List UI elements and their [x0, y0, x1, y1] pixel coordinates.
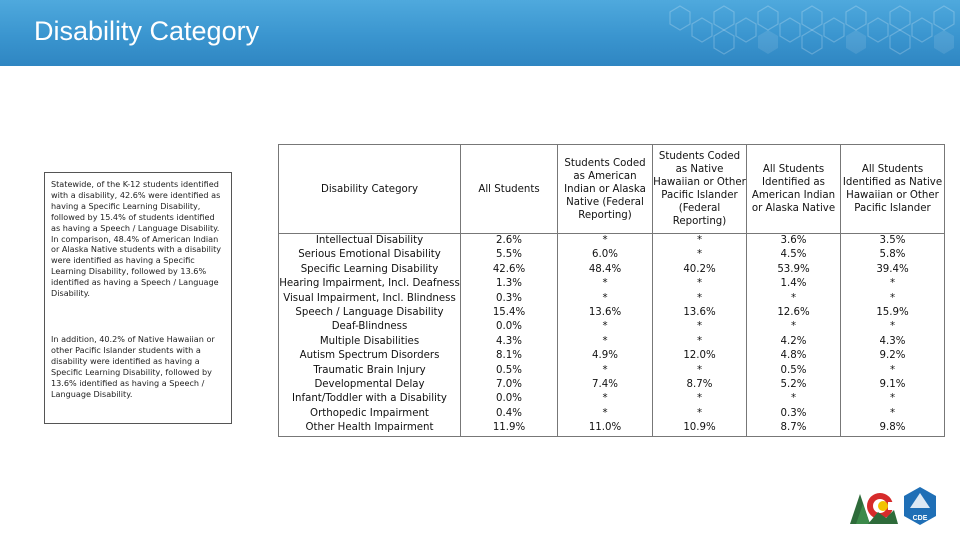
- table-cell: 0.0%: [461, 392, 558, 406]
- table-cell: 9.2%: [841, 349, 945, 363]
- table-cell: Multiple Disabilities: [279, 335, 461, 349]
- table-header-row: [279, 145, 945, 234]
- table-cell: *: [558, 234, 653, 249]
- table-cell: 7.0%: [461, 378, 558, 392]
- colorado-state-logo-icon: [850, 493, 898, 524]
- page-title: Disability Category: [34, 16, 260, 46]
- table-cell: 5.2%: [747, 378, 841, 392]
- table-cell: 3.5%: [841, 234, 945, 249]
- table-cell: 1.4%: [747, 277, 841, 291]
- summary-paragraph-2: In addition, 40.2% of Native Hawaiian or other Pacific Islander students with a disability were identified as having a Specific Learning Disability, followed by 13.6% identified as having a Speech / Language Disability.: [51, 333, 215, 399]
- column-header: Students Coded as American Indian or Alaska Native (Federal Reporting): [558, 145, 653, 234]
- table-cell: *: [558, 392, 653, 406]
- table-cell: 8.1%: [461, 349, 558, 363]
- summary-text-box: [44, 172, 232, 424]
- table-cell: 6.0%: [558, 248, 653, 262]
- column-header: All Students: [461, 145, 558, 234]
- table-cell: *: [558, 407, 653, 421]
- column-header: Students Coded as Native Hawaiian or Other Pacific Islander (Federal Reporting): [653, 145, 747, 234]
- table-cell: Deaf-Blindness: [279, 320, 461, 334]
- table-row: [279, 378, 945, 392]
- table-row: [279, 392, 945, 406]
- table-cell: *: [841, 277, 945, 291]
- table-cell: 9.1%: [841, 378, 945, 392]
- hexagon-pattern-decoration: [660, 0, 960, 66]
- table-cell: Traumatic Brain Injury: [279, 364, 461, 378]
- table-cell: *: [841, 292, 945, 306]
- logo-group: [846, 484, 946, 528]
- table-cell: 4.9%: [558, 349, 653, 363]
- table-cell: *: [558, 320, 653, 334]
- table-cell: 2.6%: [461, 234, 558, 249]
- table-cell: *: [747, 292, 841, 306]
- table-cell: Speech / Language Disability: [279, 306, 461, 320]
- table-cell: *: [841, 364, 945, 378]
- table-cell: *: [653, 248, 747, 262]
- table-cell: *: [841, 407, 945, 421]
- table-cell: *: [653, 335, 747, 349]
- table-cell: 42.6%: [461, 263, 558, 277]
- table-cell: *: [558, 277, 653, 291]
- table-cell: 4.3%: [461, 335, 558, 349]
- table-cell: 15.4%: [461, 306, 558, 320]
- table-cell: 3.6%: [747, 234, 841, 249]
- table-cell: 40.2%: [653, 263, 747, 277]
- table-cell: 53.9%: [747, 263, 841, 277]
- table-cell: *: [653, 277, 747, 291]
- table-cell: 0.5%: [461, 364, 558, 378]
- table-cell: 13.6%: [653, 306, 747, 320]
- table-cell: 48.4%: [558, 263, 653, 277]
- table-cell: 11.9%: [461, 421, 558, 436]
- table-row: [279, 421, 945, 436]
- table-cell: *: [558, 364, 653, 378]
- table-cell: 12.6%: [747, 306, 841, 320]
- table-cell: *: [841, 392, 945, 406]
- table-cell: 5.8%: [841, 248, 945, 262]
- table-cell: 8.7%: [653, 378, 747, 392]
- table-row: [279, 292, 945, 306]
- table-cell: *: [558, 292, 653, 306]
- table-cell: *: [653, 407, 747, 421]
- table-row: [279, 364, 945, 378]
- title-banner: [0, 0, 960, 66]
- table-row: [279, 306, 945, 320]
- table-cell: 15.9%: [841, 306, 945, 320]
- table-cell: 0.3%: [747, 407, 841, 421]
- table-cell: 13.6%: [558, 306, 653, 320]
- table-cell: Visual Impairment, Incl. Blindness: [279, 292, 461, 306]
- table-cell: 4.5%: [747, 248, 841, 262]
- table-cell: 10.9%: [653, 421, 747, 436]
- table-cell: Orthopedic Impairment: [279, 407, 461, 421]
- table-cell: *: [653, 292, 747, 306]
- table-cell: Infant/Toddler with a Disability: [279, 392, 461, 406]
- table-cell: Developmental Delay: [279, 378, 461, 392]
- table-cell: Hearing Impairment, Incl. Deafness: [279, 277, 461, 291]
- cde-logo-icon: [904, 487, 936, 525]
- table-cell: 11.0%: [558, 421, 653, 436]
- table-cell: 12.0%: [653, 349, 747, 363]
- table-cell: *: [653, 364, 747, 378]
- table-cell: 5.5%: [461, 248, 558, 262]
- table-cell: 0.4%: [461, 407, 558, 421]
- table-row: [279, 234, 945, 249]
- table-cell: Intellectual Disability: [279, 234, 461, 249]
- column-header: All Students Identified as Native Hawaiian or Other Pacific Islander: [841, 145, 945, 234]
- table-cell: 39.4%: [841, 263, 945, 277]
- table-row: [279, 277, 945, 291]
- table-cell: *: [653, 392, 747, 406]
- table-cell: 0.3%: [461, 292, 558, 306]
- table-row: [279, 349, 945, 363]
- table-cell: *: [558, 335, 653, 349]
- table-cell: *: [653, 234, 747, 249]
- table-cell: Other Health Impairment: [279, 421, 461, 436]
- table-cell: *: [747, 392, 841, 406]
- table-cell: 4.8%: [747, 349, 841, 363]
- column-header: All Students Identified as American Indian or Alaska Native: [747, 145, 841, 234]
- table-cell: 1.3%: [461, 277, 558, 291]
- table-cell: Autism Spectrum Disorders: [279, 349, 461, 363]
- logo-text: CDE: [912, 515, 928, 522]
- table-row: [279, 320, 945, 334]
- table-cell: 4.2%: [747, 335, 841, 349]
- table-cell: 0.5%: [747, 364, 841, 378]
- summary-paragraph-1: Statewide, of the K-12 students identified with a disability, 42.6% were identified as having a Specific Learning Disability, followed by 15.4% of students identified as having a Speech / Language Disability. In comparison, 48.4% of American Indian or Alaska Native students with a disability were identified as having a Specific Learning Disability, followed by 13.6% identified as having a Speech / Language Disability.: [51, 179, 222, 299]
- table-cell: *: [841, 320, 945, 334]
- table-cell: 9.8%: [841, 421, 945, 436]
- table-cell: 4.3%: [841, 335, 945, 349]
- table-row: [279, 335, 945, 349]
- table-row: [279, 407, 945, 421]
- column-header: Disability Category: [279, 145, 461, 234]
- table-cell: *: [653, 320, 747, 334]
- table-cell: 7.4%: [558, 378, 653, 392]
- table-cell: 8.7%: [747, 421, 841, 436]
- table-row: [279, 263, 945, 277]
- table-cell: *: [747, 320, 841, 334]
- table-row: [279, 248, 945, 262]
- disability-category-table: [278, 144, 945, 437]
- table-cell: 0.0%: [461, 320, 558, 334]
- table-cell: Serious Emotional Disability: [279, 248, 461, 262]
- table-cell: Specific Learning Disability: [279, 263, 461, 277]
